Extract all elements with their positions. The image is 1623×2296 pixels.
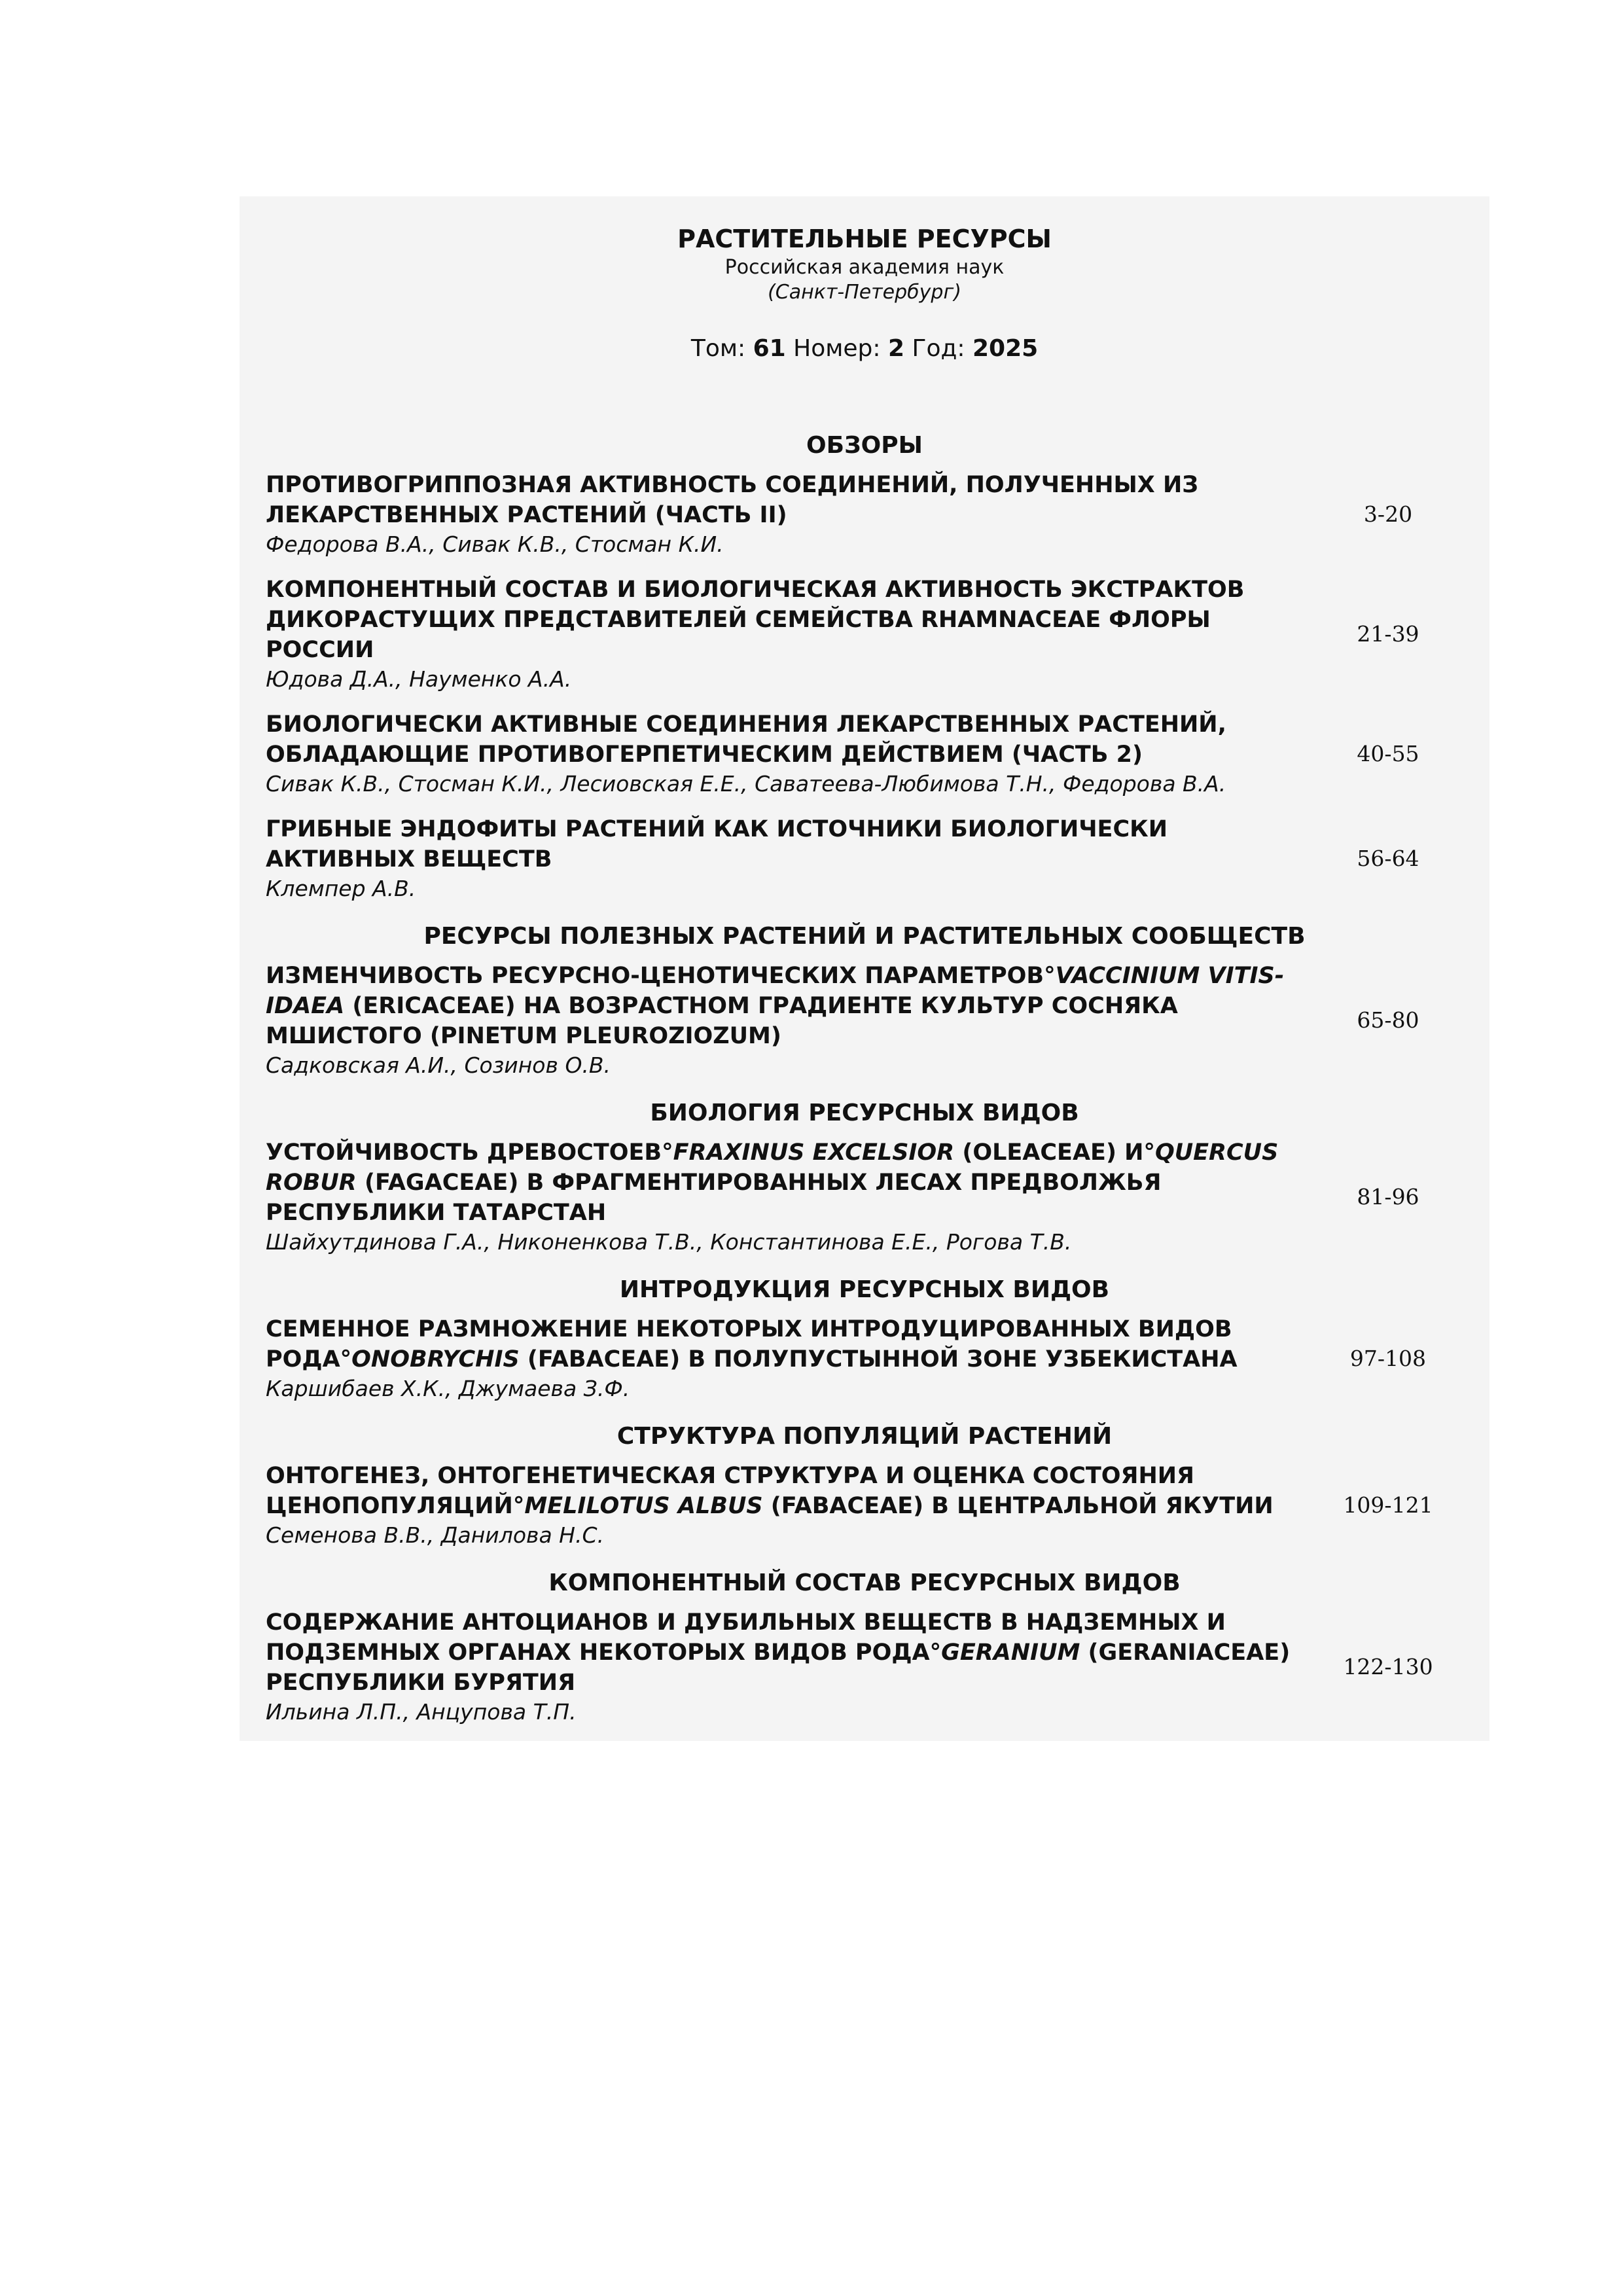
article-entry[interactable] (240, 575, 1489, 709)
article-entry[interactable] (240, 1138, 1489, 1272)
article-pages: 109-121 (1343, 1492, 1433, 1518)
article-authors: Сивак К.В., Стосман К.И., Лесиовская Е.Е., Саватеева-Любимова Т.Н., Федорова В.А. (266, 771, 1226, 797)
article-title-text: ПРОТИВОГРИППОЗНАЯ АКТИВНОСТЬ СОЕДИНЕНИЙ, ПОЛУЧЕННЫХ ИЗ ЛЕКАРСТВЕННЫХ РАСТЕНИЙ (ЧАСТЬ II) (266, 472, 1199, 528)
contents-panel (240, 196, 1489, 1741)
journal-publisher: Российская академия наук (724, 256, 1005, 279)
article-pages: 56-64 (1357, 846, 1419, 871)
article-title-text: УСТОЙЧИВОСТЬ ДРЕВОСТОЕВ° (266, 1139, 673, 1166)
article-title-text: ОНТОГЕНЕЗ, ОНТОГЕНЕТИЧЕСКАЯ СТРУКТУРА И ОЦЕНКА СОСТОЯНИЯ ЦЕНОПОПУЛЯЦИЙ° (266, 1463, 1195, 1519)
article-body (266, 709, 1313, 798)
article-title-text: (OLEACEAE) И° (954, 1139, 1155, 1166)
table-of-contents (240, 428, 1489, 1742)
section-title: РЕСУРСЫ ПОЛЕЗНЫХ РАСТЕНИЙ И РАСТИТЕЛЬНЫХ СООБЩЕСТВ (423, 923, 1306, 950)
article-entry[interactable] (240, 1607, 1489, 1742)
article-title-text: (GERANIACEAE) РЕСПУБЛИКИ БУРЯТИЯ (266, 1640, 1291, 1696)
section-title: ИНТРОДУКЦИЯ РЕСУРСНЫХ ВИДОВ (619, 1276, 1110, 1303)
article-entry[interactable] (240, 709, 1489, 814)
species-name: GERANIUM (941, 1640, 1080, 1666)
article-title[interactable] (266, 814, 1313, 874)
article-title[interactable] (266, 961, 1313, 1051)
article-title[interactable] (266, 709, 1313, 770)
volume-label: Том: (690, 335, 746, 362)
species-name: MELILOTUS ALBUS (524, 1493, 763, 1519)
article-body (266, 575, 1313, 694)
article-title-text: ГРИБНЫЕ ЭНДОФИТЫ РАСТЕНИЙ КАК ИСТОЧНИКИ БИОЛОГИЧЕСКИ АКТИВНЫХ ВЕЩЕСТВ (266, 816, 1168, 872)
article-entry[interactable] (240, 1461, 1489, 1566)
article-authors: Садковская А.И., Созинов О.В. (266, 1052, 611, 1078)
article-authors: Федорова В.А., Сивак К.В., Стосман К.И. (266, 531, 724, 557)
article-title[interactable] (266, 1461, 1313, 1521)
article-body (266, 1607, 1313, 1727)
article-entry[interactable] (240, 470, 1489, 575)
species-name: VACCINIUM VITIS-IDAEA (266, 963, 1285, 1019)
article-body (266, 814, 1313, 903)
article-entry[interactable] (240, 814, 1489, 919)
article-title-text: СЕМЕННОЕ РАЗМНОЖЕНИЕ НЕКОТОРЫХ ИНТРОДУЦИРОВАННЫХ ВИДОВ РОДА° (266, 1316, 1232, 1372)
year-label: Год: (912, 335, 965, 362)
article-title[interactable] (266, 470, 1313, 530)
article-body (266, 961, 1313, 1080)
article-pages: 21-39 (1357, 621, 1419, 647)
article-authors: Шайхутдинова Г.А., Никоненкова Т.В., Константинова Е.Е., Рогова Т.В. (266, 1229, 1072, 1255)
number-value: 2 (888, 335, 905, 362)
article-pages: 81-96 (1357, 1184, 1419, 1210)
article-body (266, 1461, 1313, 1550)
article-authors: Каршибаев Х.К., Джумаева З.Ф. (266, 1376, 630, 1401)
volume-value: 61 (753, 335, 786, 362)
article-title[interactable] (266, 1314, 1313, 1374)
journal-title: РАСТИТЕЛЬНЫЕ РЕСУРСЫ (677, 224, 1052, 253)
species-name: ONOBRYCHIS (351, 1346, 520, 1372)
article-title-text: БИОЛОГИЧЕСКИ АКТИВНЫЕ СОЕДИНЕНИЯ ЛЕКАРСТВЕННЫХ РАСТЕНИЙ, ОБЛАДАЮЩИЕ ПРОТИВОГЕРПЕТИЧЕСКИМ ДЕЙСТВИЕМ (ЧАСТЬ 2) (266, 711, 1226, 768)
article-authors: Юдова Д.А., Науменко А.А. (266, 666, 572, 692)
article-authors: Клемпер А.В. (266, 876, 416, 901)
article-title-text: СОДЕРЖАНИЕ АНТОЦИАНОВ И ДУБИЛЬНЫХ ВЕЩЕСТВ В НАДЗЕМНЫХ И ПОДЗЕМНЫХ ОРГАНАХ НЕКОТОРЫХ ВИДОВ РОДА° (266, 1609, 1226, 1666)
article-title-text: (ERICACEAE) НА ВОЗРАСТНОМ ГРАДИЕНТЕ КУЛЬТУР СОСНЯКА МШИСТОГО (PINETUM PLEUROZIOZUM) (266, 993, 1178, 1049)
article-title-text: КОМПОНЕНТНЫЙ СОСТАВ И БИОЛОГИЧЕСКАЯ АКТИВНОСТЬ ЭКСТРАКТОВ ДИКОРАСТУЩИХ ПРЕДСТАВИТЕЛЕЙ СЕМЕЙСТВА RHAMNACEAE ФЛОРЫ РОССИИ (266, 577, 1245, 663)
article-body (266, 1138, 1313, 1257)
article-title-text: (FABACEAE) В ЦЕНТРАЛЬНОЙ ЯКУТИИ (762, 1493, 1274, 1519)
article-entry[interactable] (240, 1314, 1489, 1419)
article-title[interactable] (266, 575, 1313, 665)
article-entry[interactable] (240, 961, 1489, 1096)
article-pages: 40-55 (1357, 741, 1419, 766)
section-title: ОБЗОРЫ (806, 432, 923, 459)
species-name: FRAXINUS EXCELSIOR (673, 1139, 955, 1166)
article-body (266, 470, 1313, 559)
article-pages: 65-80 (1357, 1007, 1419, 1033)
article-pages: 97-108 (1349, 1346, 1427, 1371)
article-title-text: ИЗМЕНЧИВОСТЬ РЕСУРСНО-ЦЕНОТИЧЕСКИХ ПАРАМЕТРОВ° (266, 963, 1056, 989)
number-label: Номер: (793, 335, 881, 362)
issue-info (240, 334, 1489, 364)
year-value: 2025 (972, 335, 1039, 362)
article-title-text: (FAGACEAE) В ФРАГМЕНТИРОВАННЫХ ЛЕСАХ ПРЕДВОЛЖЬЯ РЕСПУБЛИКИ ТАТАРСТАН (266, 1170, 1162, 1226)
article-body (266, 1314, 1313, 1403)
article-pages: 3-20 (1363, 501, 1413, 527)
species-name: QUERCUS ROBUR (266, 1139, 1279, 1196)
journal-city: (Санкт-Петербург) (768, 281, 961, 304)
article-authors: Семенова В.В., Данилова Н.С. (266, 1522, 605, 1548)
section-title: СТРУКТУРА ПОПУЛЯЦИЙ РАСТЕНИЙ (616, 1423, 1113, 1450)
article-title[interactable] (266, 1607, 1313, 1698)
article-title[interactable] (266, 1138, 1313, 1228)
section-title: КОМПОНЕНТНЫЙ СОСТАВ РЕСУРСНЫХ ВИДОВ (548, 1570, 1181, 1596)
article-title-text: (FABACEAE) В ПОЛУПУСТЫННОЙ ЗОНЕ УЗБЕКИСТАНА (519, 1346, 1238, 1372)
journal-header (240, 196, 1489, 364)
article-pages: 122-130 (1343, 1654, 1433, 1679)
article-authors: Ильина Л.П., Анцупова Т.П. (266, 1699, 577, 1725)
section-title: БИОЛОГИЯ РЕСУРСНЫХ ВИДОВ (650, 1100, 1079, 1126)
